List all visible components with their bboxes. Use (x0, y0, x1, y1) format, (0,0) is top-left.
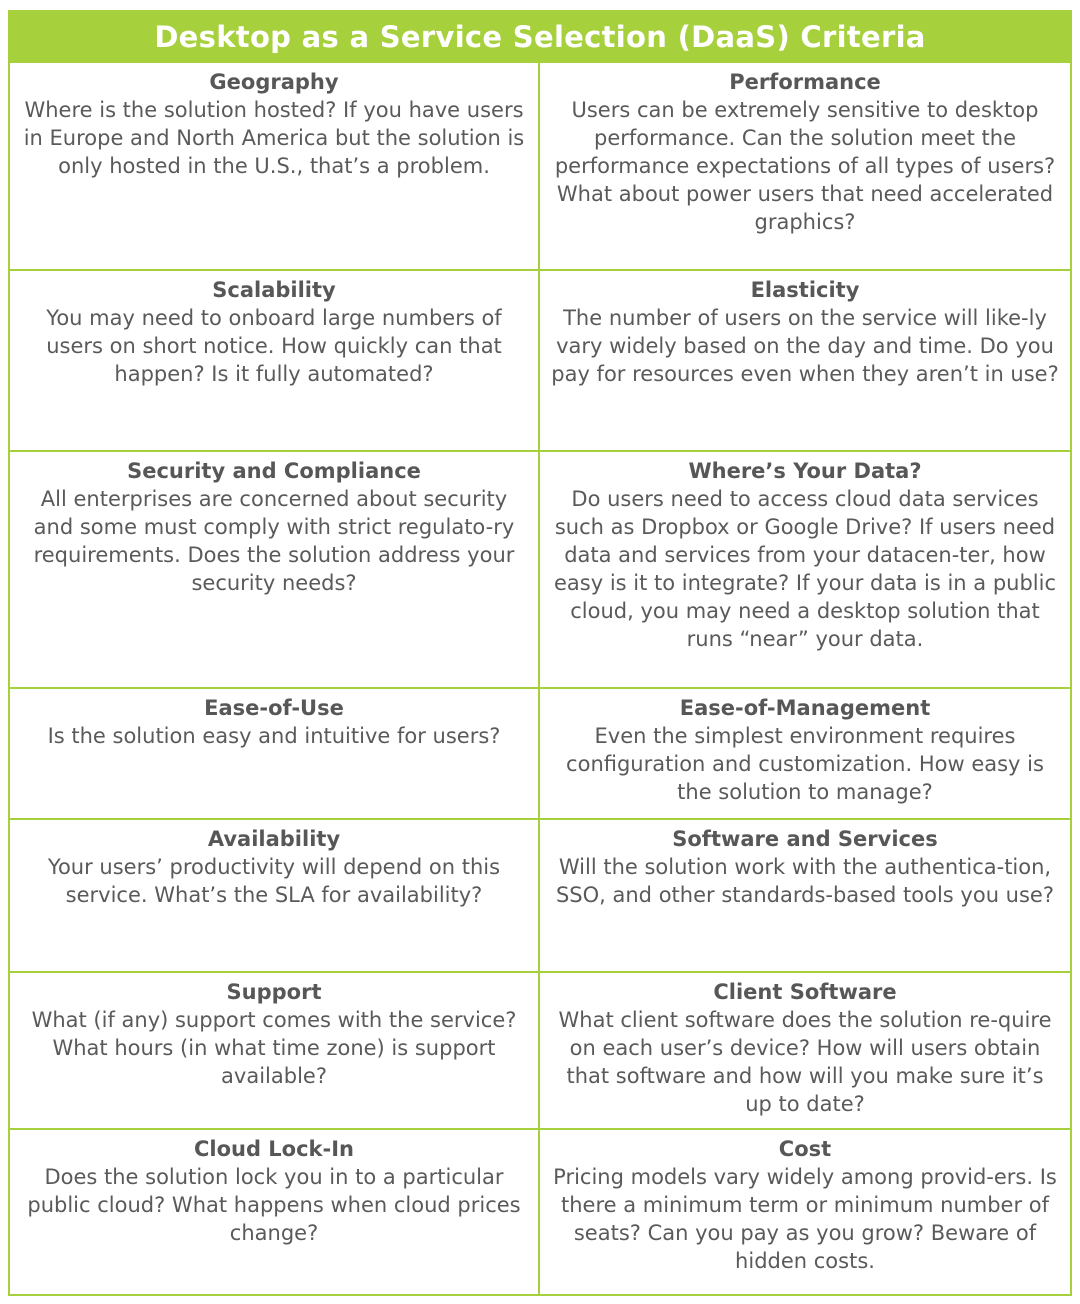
criteria-table (8, 10, 1072, 1296)
criteria-description: What (if any) support comes with the service? What hours (in what time zone) is support available? (31, 1008, 517, 1088)
criteria-title: Geography (209, 70, 339, 94)
table-title: Desktop as a Service Selection (DaaS) Criteria (8, 10, 1072, 63)
criteria-cell-security-compliance (8, 452, 540, 689)
criteria-description: All enterprises are concerned about security and some must comply with strict regulato-ry requirements. Does the solution address your security needs? (33, 487, 515, 595)
criteria-cell-support (8, 973, 540, 1130)
criteria-description: The number of users on the service will like-ly vary widely based on the day and time. Do you pay for resources even when they aren’t in use? (551, 306, 1059, 386)
criteria-title: Cost (778, 1137, 832, 1161)
criteria-title: Client Software (713, 980, 897, 1004)
criteria-description: Do users need to access cloud data services such as Dropbox or Google Drive? If users need data and services from your datacen-ter, how easy is it to integrate? If your data is in a public cloud, you may need a desktop solution that runs “near” your data. (553, 487, 1057, 651)
criteria-title: Where’s Your Data? (688, 459, 922, 483)
criteria-description: Even the simplest environment requires configuration and customization. How easy is the solution to manage? (566, 724, 1044, 804)
criteria-title: Elasticity (750, 278, 860, 302)
criteria-cell-software-services (540, 820, 1072, 973)
criteria-cell-ease-of-use (8, 689, 540, 820)
criteria-title: Support (226, 980, 322, 1004)
criteria-grid (8, 63, 1072, 1296)
criteria-title: Ease-of-Use (204, 696, 344, 720)
criteria-cell-ease-of-management (540, 689, 1072, 820)
criteria-title: Scalability (212, 278, 336, 302)
criteria-title: Availability (207, 827, 341, 851)
criteria-cell-elasticity (540, 271, 1072, 452)
criteria-title: Ease-of-Management (679, 696, 931, 720)
criteria-cell-availability (8, 820, 540, 973)
criteria-cell-client-software (540, 973, 1072, 1130)
criteria-cell-performance (540, 63, 1072, 271)
criteria-description: Users can be extremely sensitive to desktop performance. Can the solution meet the performance expectations of all types of users? What about power users that need accelerated graphics? (554, 98, 1056, 234)
criteria-cell-scalability (8, 271, 540, 452)
criteria-title: Security and Compliance (127, 459, 421, 483)
criteria-description: Does the solution lock you in to a particular public cloud? What happens when cloud prices change? (27, 1165, 521, 1245)
criteria-cell-geography (8, 63, 540, 271)
criteria-description: Is the solution easy and intuitive for users? (47, 724, 501, 748)
criteria-title: Cloud Lock-In (193, 1137, 355, 1161)
criteria-description: You may need to onboard large numbers of users on short notice. How quickly can that happen? Is it fully automated? (46, 306, 502, 386)
criteria-description: What client software does the solution re-quire on each user’s device? How will users obtain that software and how will you make sure it’s up to date? (558, 1008, 1052, 1116)
criteria-cell-cost (540, 1130, 1072, 1296)
criteria-description: Where is the solution hosted? If you have users in Europe and North America but the solution is only hosted in the U.S., that’s a problem. (23, 98, 525, 178)
criteria-description: Pricing models vary widely among provid-ers. Is there a minimum term or minimum number of seats? Can you pay as you grow? Beware of hidden costs. (553, 1165, 1057, 1273)
criteria-cell-your-data (540, 452, 1072, 689)
criteria-description: Will the solution work with the authentica-tion, SSO, and other standards-based tools you use? (555, 855, 1055, 907)
criteria-cell-cloud-lock-in (8, 1130, 540, 1296)
criteria-title: Software and Services (672, 827, 938, 851)
criteria-title: Performance (729, 70, 881, 94)
criteria-description: Your users’ productivity will depend on this service. What’s the SLA for availability? (47, 855, 501, 907)
